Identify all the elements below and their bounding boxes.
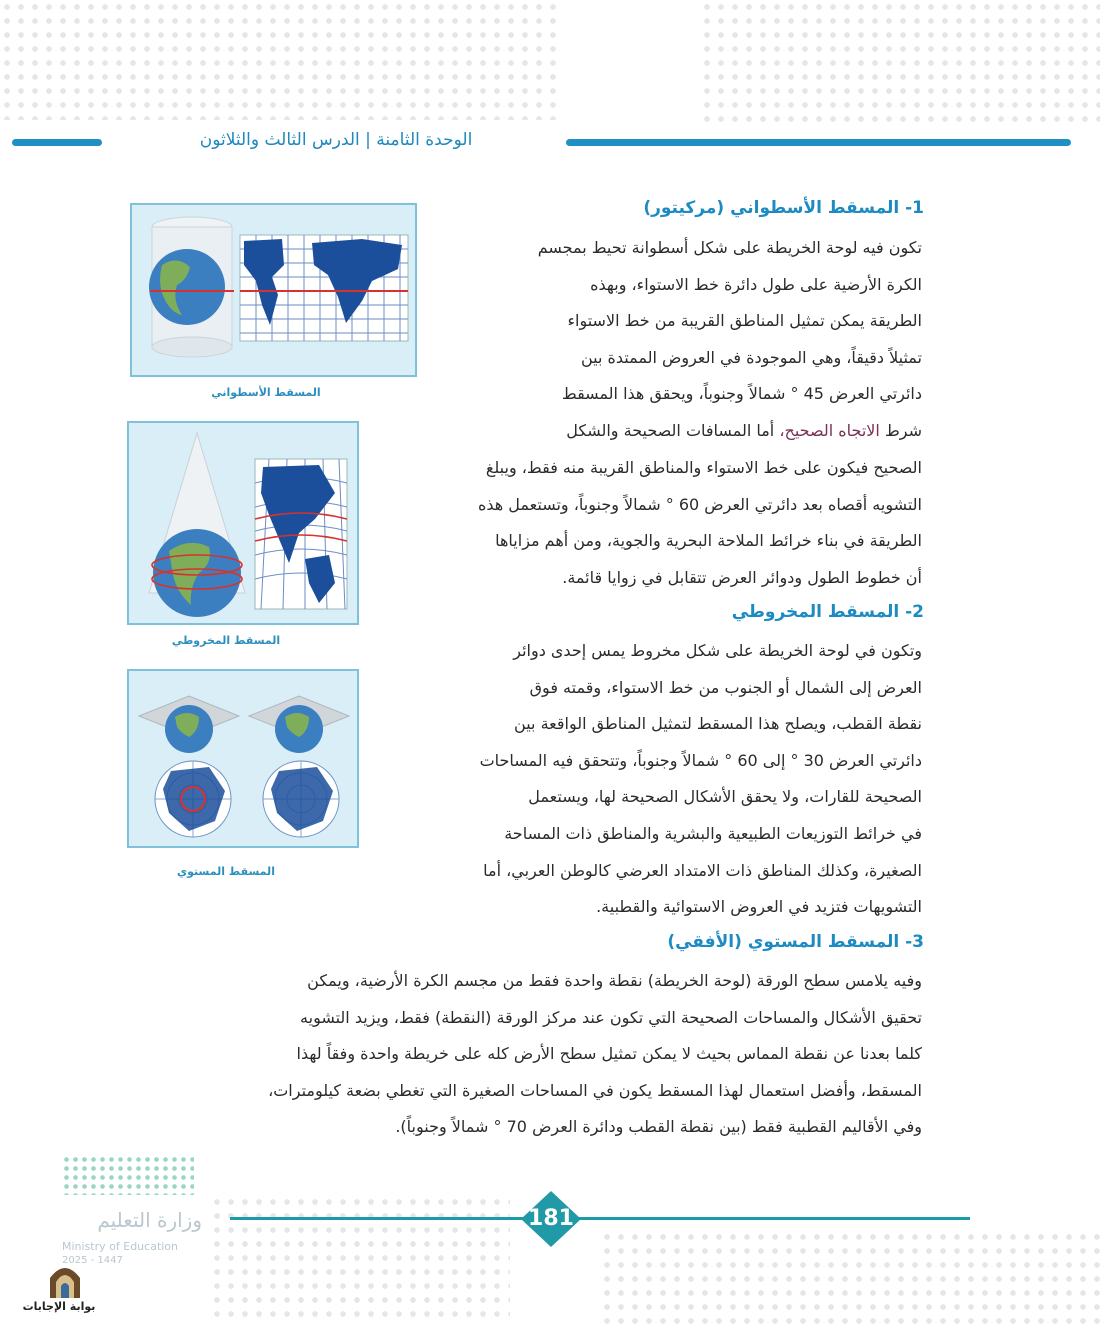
text-line: وفيه يلامس سطح الورقة (لوحة الخريطة) نقطة واحدة فقط من مجسم الكرة الأرضية، ويمكن (307, 971, 922, 990)
text-line: وتكون في لوحة الخريطة على شكل مخروط يمس إحدى دوائر (513, 641, 922, 660)
text-line (466, 413, 922, 450)
text-line: تمثيلاً دقيقاً، وهي الموجودة في العروض الممتدة بين (580, 347, 922, 367)
ministry-name-arabic: وزارة التعليم (97, 1208, 202, 1232)
text-line: وفي الأقاليم القطبية فقط (بين نقطة القطب ودائرة العرض 70 ° شمالاً وجنوباً). (395, 1117, 922, 1137)
header-dot-pattern-right (700, 0, 1100, 125)
page-number-badge (520, 1190, 582, 1248)
figure-cylindrical-projection (130, 203, 417, 377)
section-text-cylindrical-narrow (466, 230, 922, 450)
text-line: العرض إلى الشمال أو الجنوب من خط الاستواء، وقمته فوق (529, 677, 922, 697)
section-text-cylindrical-wide (384, 450, 922, 596)
text-line: تكون فيه لوحة الخريطة على شكل أسطوانة تحيط بمجسم (537, 238, 922, 257)
text-line: المسقط، وأفضل استعمال لهذا المسقط يكون في المساحات الصغيرة التي تغطي بضعة كيلومترات، (268, 1080, 922, 1100)
ministry-name-english: Ministry of Education (62, 1240, 179, 1253)
footer-page-line (230, 1217, 970, 1220)
text-line: الطريقة يمكن تمثيل المناطق القريبة من خط الاستواء (567, 311, 922, 331)
section-heading-conic: 2- المسقط المخروطي (731, 602, 924, 622)
text-line: تحقيق الأشكال والمساحات الصحيحة التي تكون عند مركز الورقة (النقطة) فقط، ويزيد التشويه (300, 1007, 922, 1027)
unit-lesson-title: الوحدة الثامنة | الدرس الثالث والثلاثون (199, 130, 473, 150)
text-fragment: شرط (879, 420, 922, 440)
watermark-logo-icon (44, 1258, 86, 1300)
planar-illustration (129, 671, 357, 846)
figure-caption-cylindrical: المسقط الأسطواني (211, 386, 321, 399)
ministry-logo-dots (62, 1155, 194, 1195)
text-line: الصحيحة للقارات، ولا يحقق الأشكال الصحيحة لها، ويستعمل (528, 787, 922, 807)
section-heading-cylindrical: 1- المسقط الأسطواني (مركيتور) (643, 198, 924, 218)
text-line: أن خطوط الطول ودوائر العرض تتقابل في زوايا قائمة. (562, 567, 922, 587)
figure-planar-projection (127, 669, 359, 848)
edition-year: 2025 - 1447 (62, 1255, 123, 1266)
conic-illustration (129, 423, 357, 623)
text-line: دائرتي العرض 45 ° شمالاً وجنوباً، ويحقق هذا المسقط (561, 384, 922, 404)
watermark-text: بوابة الإجابات (22, 1300, 96, 1313)
text-line: دائرتي العرض 30 ° إلى 60 ° شمالاً وجنوباً، وتتحقق فيه المساحات (479, 750, 922, 770)
footer-dot-pattern-left (210, 1195, 510, 1325)
text-fragment: أما المسافات الصحيحة والشكل (566, 420, 780, 440)
text-line: نقطة القطب، ويصلح هذا المسقط لتمثيل المناطق الواقعة بين (514, 714, 922, 734)
figure-caption-planar: المسقط المستوي (177, 865, 275, 878)
section-text-conic (384, 633, 922, 926)
highlighted-term: الاتجاه الصحيح، (779, 420, 880, 440)
figure-conic-projection (127, 421, 359, 625)
text-line: في خرائط التوزيعات الطبيعية والبشرية والمناطق ذات المساحة (504, 823, 922, 843)
figure-caption-conic: المسقط المخروطي (171, 634, 281, 647)
section-heading-planar: 3- المسقط المستوي (الأفقي) (667, 932, 924, 952)
text-line: الصحيح فيكون على خط الاستواء والمناطق القريبة منه فقط، ويبلغ (485, 458, 922, 477)
text-line: الطريقة في بناء خرائط الملاحة البحرية والجوية، ومن أهم مزاياها (495, 531, 922, 551)
footer-dot-pattern-right (600, 1230, 1100, 1325)
section-text-planar (136, 963, 922, 1146)
cylindrical-illustration (132, 205, 415, 375)
mosque-icon (44, 1258, 86, 1300)
header-dot-pattern-left (0, 0, 560, 120)
text-line: كلما بعدنا عن نقطة المماس بحيث لا يمكن تمثيل سطح الأرض كله على خريطة واحدة وفقاً لهذا (296, 1044, 922, 1064)
header-accent-bar-right (566, 139, 1071, 146)
text-line: التشويهات فتزيد في العروض الاستوائية والقطبية. (596, 897, 922, 917)
text-line: التشويه أقصاه بعد دائرتي العرض 60 ° شمالاً وجنوباً، وتستعمل هذه (477, 494, 922, 514)
text-line: الصغيرة، وكذلك المناطق ذات الامتداد العرضي كالوطن العربي، أما (483, 860, 922, 880)
text-line: الكرة الأرضية على طول دائرة خط الاستواء، وبهذه (590, 274, 922, 294)
page-number: 181 (528, 1206, 574, 1231)
header-accent-bar-left (12, 139, 102, 146)
